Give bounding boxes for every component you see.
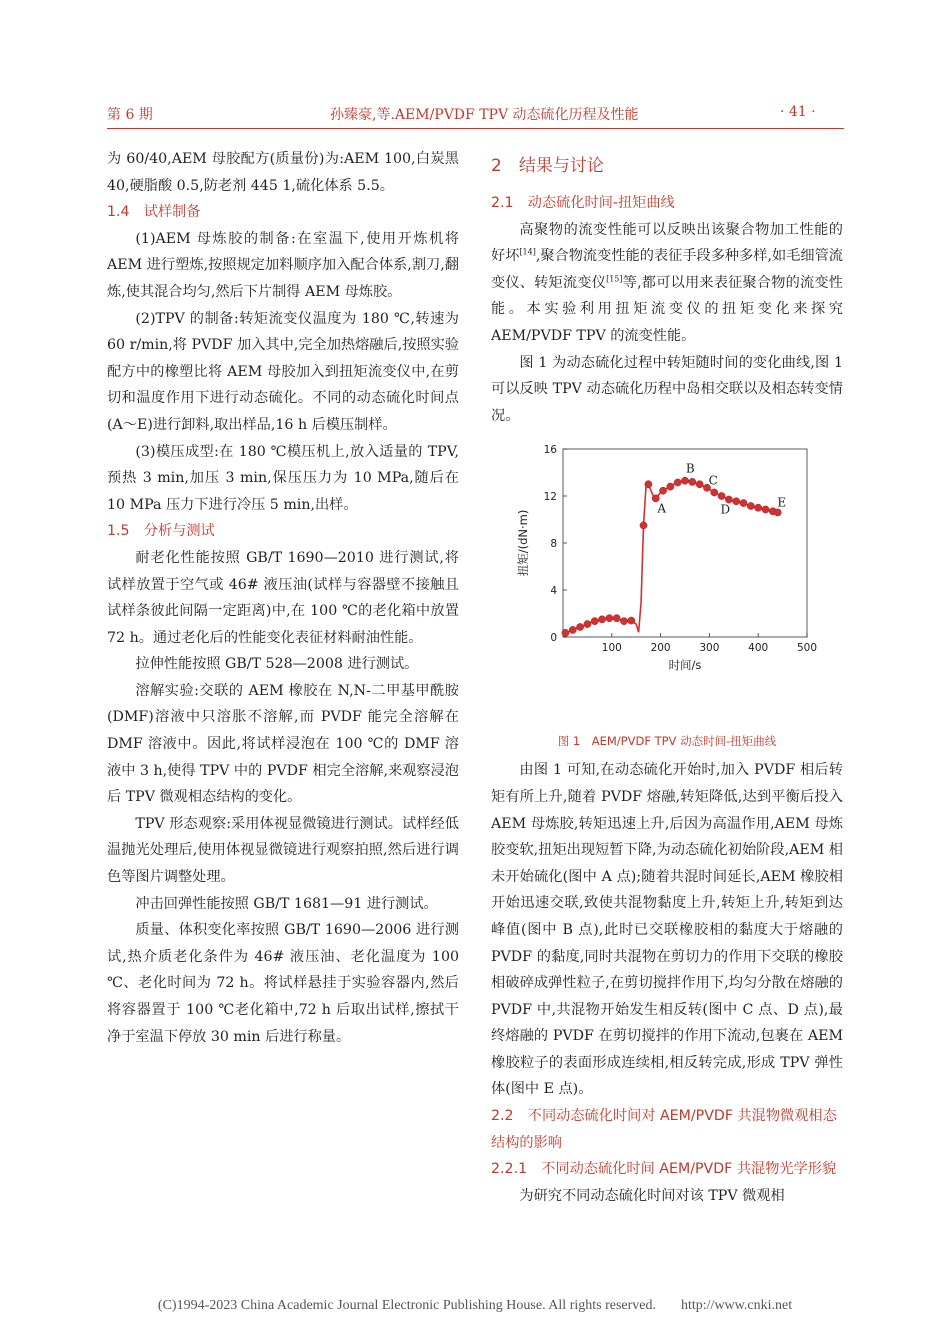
data-point [562, 630, 569, 637]
paragraph: 溶解实验:交联的 AEM 橡胶在 N,N-二甲基甲酰胺(DMF)溶液中只溶胀不溶解,而 PVDF 能完全溶解在 DMF 溶液中。因此,将试样浸泡在 100 ℃的 DMF 溶液中 3 h,使得 TPV 中的 PVDF 相完全溶解,来观察浸泡后 TPV 微观相态结构的变化。 [107, 682, 459, 806]
data-point [598, 616, 605, 623]
section-heading-1-4: 1.4 试样制备 [107, 204, 201, 221]
x-axis-label: 时间/s [668, 658, 702, 673]
paragraph: (1)AEM 母炼胶的制备:在室温下,使用开炼机将 AEM 进行塑炼,按照规定加料顺序加入配合体系,割刀,翻炼,使其混合均匀,然后下片制得 AEM 母炼胶。 [107, 230, 459, 300]
left-column [107, 146, 459, 1050]
data-point [762, 506, 769, 513]
page-footer [0, 1298, 950, 1314]
y-tick-label: 0 [550, 632, 557, 645]
text-run: ,聚合物流变性能的表征手段多种多样,如毛细管流变仪、转矩流变仪 [491, 248, 843, 291]
copyright-notice: (C)1994-2023 China Academic Journal Electronic Publishing House. All rights reserved. [157, 1298, 656, 1313]
data-point [774, 509, 781, 516]
section-heading-2: 2 结果与讨论 [491, 156, 604, 176]
paragraph: 拉伸性能按照 GB/T 528—2008 进行测试。 [135, 656, 419, 673]
data-point [576, 624, 583, 631]
y-tick-label: 8 [550, 538, 557, 551]
data-point [674, 479, 681, 486]
paragraph: 耐老化性能按照 GB/T 1690—2010 进行测试,将试样放置于空气或 46# 液压油(试样与容器壁不接触且试样条彼此间隔一定距离)中,在 100 ℃的老化箱中放置 72 h。通过老化后的性能变化表征材料耐油性能。 [107, 549, 459, 646]
figure-caption: 图 1 AEM/PVDF TPV 动态时间-扭矩曲线 [557, 734, 777, 749]
paragraph: 图 1 为动态硫化过程中转矩随时间的变化曲线,图 1 可以反映 TPV 动态硫化历程中岛相交联以及相态转变情况。 [491, 354, 844, 424]
point-label-a: A [657, 501, 667, 516]
paragraph: 质量、体积变化率按照 GB/T 1690—2006 进行测试,热介质老化条件为 46# 液压油、老化温度为 100 ℃、老化时间为 72 h。将试样悬挂于实验容器内,然后将容器置于 100 ℃老化箱中,72 h 后取出试样,擦拭干净于室温下停放 30 min 后进行称量。 [107, 922, 459, 1045]
paragraph: 为 60/40,AEM 母胶配方(质量份)为:AEM 100,白炭黑 40,硬脂酸 0.5,防老剂 445 1,硫化体系 5.5。 [107, 151, 459, 194]
data-point [718, 493, 725, 500]
header-title: 孙臻豪,等.AEM/PVDF TPV 动态硫化历程及性能 [330, 107, 639, 123]
header-issue: 第 6 期 [107, 107, 153, 123]
data-point [667, 483, 674, 490]
data-point [747, 503, 754, 510]
cnki-link[interactable]: http://www.cnki.net [681, 1298, 793, 1313]
point-label-b: B [685, 462, 695, 477]
text-run: 等,都可以用来表征聚合物的流变性能。本实验利用扭矩流变仪的扭矩变化来探究 AEM/PVDF TPV 的流变性能。 [491, 274, 843, 344]
paragraph [491, 217, 843, 350]
header-rule [107, 128, 844, 129]
paragraph: (2)TPV 的制备:转矩流变仪温度为 180 ℃,转速为 60 r/min,将 PVDF 加入其中,完全加热熔融后,按照实验配方中的橡塑比将 AEM 母胶加入到扭矩流变仪中,在剪切和温度作用下进行动态硫化。不同的动态硫化时间点(A～E)进行卸料,取出样品,16 h 后模压制样。 [107, 310, 459, 433]
section-heading-2-2: 2.2 不同动态硫化时间对 AEM/PVDF 共混物微观相态结构的影响 [491, 1108, 837, 1151]
data-point [681, 477, 688, 484]
y-tick-label: 12 [543, 491, 557, 504]
point-label-e: E [777, 495, 787, 510]
data-point [645, 481, 652, 488]
x-tick-label: 500 [796, 642, 818, 655]
section-heading-1-5: 1.5 分析与测试 [107, 523, 215, 540]
paragraph: 由图 1 可知,在动态硫化开始时,加入 PVDF 相后转矩有所上升,随着 PVDF 熔融,转矩降低,达到平衡后投入 AEM 母炼胶,转矩迅速上升,后因为高温作用,AEM 母炼胶变软,扭矩出现短暂下降,为动态硫化初始阶段,AEM 相未开始硫化(图中 A 点);随着共混时间延长,AEM 橡胶相开始迅速交联,致使共混物黏度上升,转矩上升,转矩到达峰值(图中 B 点),此时已交联橡胶相的黏度大于熔融的 PVDF 的黏度,同时共混物在剪切力的作用下交联的橡胶相破碎成弹性粒子,在剪切搅拌作用下,均匀分散在熔融的 PVDF 中,共混物开始发生相反转(图中 C 点、D 点),最终熔融的 PVDF 在剪切搅拌的作用下流动,包裹在 AEM 橡胶粒子的表面形成连续相,相反转完成,形成 TPV 弹性体(图中 E 点)。 [491, 762, 843, 1098]
torque-chart [491, 437, 843, 731]
text-run: 高聚物的流变性能可以反映出该聚合物加工性能的好坏 [491, 221, 843, 265]
x-tick-label: 300 [699, 642, 720, 655]
data-point [591, 618, 598, 625]
data-point [620, 618, 627, 625]
paragraph: TPV 形态观察:采用体视显微镜进行测试。试样经低温抛光处理后,使用体视显微镜进行观察拍照,然后进行调色等图片调整处理。 [107, 815, 459, 886]
x-tick-label: 200 [650, 642, 671, 655]
data-point [733, 498, 740, 505]
reference[interactable]: [14] [519, 247, 536, 257]
reference[interactable]: [15] [606, 274, 623, 284]
point-label-c: C [708, 473, 718, 488]
section-heading-2-1: 2.1 动态硫化时间-扭矩曲线 [491, 195, 675, 211]
data-point [640, 522, 647, 529]
x-tick-label: 100 [601, 642, 622, 655]
paragraph: 为研究不同动态硫化时间对该 TPV 微观相 [519, 1187, 785, 1204]
right-column [491, 146, 843, 1209]
data-point [613, 615, 620, 622]
header-page-number: · 41 · [780, 104, 816, 120]
section-heading-2-2-1: 2.2.1 不同动态硫化时间 AEM/PVDF 共混物光学形貌 [491, 1161, 837, 1178]
y-tick-label: 4 [550, 585, 557, 598]
data-point [740, 500, 747, 507]
data-point [711, 489, 718, 496]
data-point [569, 627, 576, 634]
figure-1 [491, 437, 843, 731]
paragraph: 冲击回弹性能按照 GB/T 1681—91 进行测试。 [135, 895, 438, 912]
point-label-d: D [720, 502, 731, 517]
data-point [689, 479, 696, 486]
data-point [755, 504, 762, 511]
data-point [696, 481, 703, 488]
data-point [606, 615, 613, 622]
y-tick-label: 16 [543, 444, 557, 457]
y-axis-label: 扭矩/(dN·m) [516, 510, 530, 577]
data-point [659, 487, 666, 494]
x-tick-label: 400 [748, 642, 769, 655]
paragraph: (3)模压成型:在 180 ℃模压机上,放入适量的 TPV,预热 3 min,加压 3 min,保压压力为 10 MPa,随后在 10 MPa 压力下进行冷压 5 min,出样。 [107, 443, 459, 513]
data-point [628, 617, 635, 624]
data-point [584, 621, 591, 628]
